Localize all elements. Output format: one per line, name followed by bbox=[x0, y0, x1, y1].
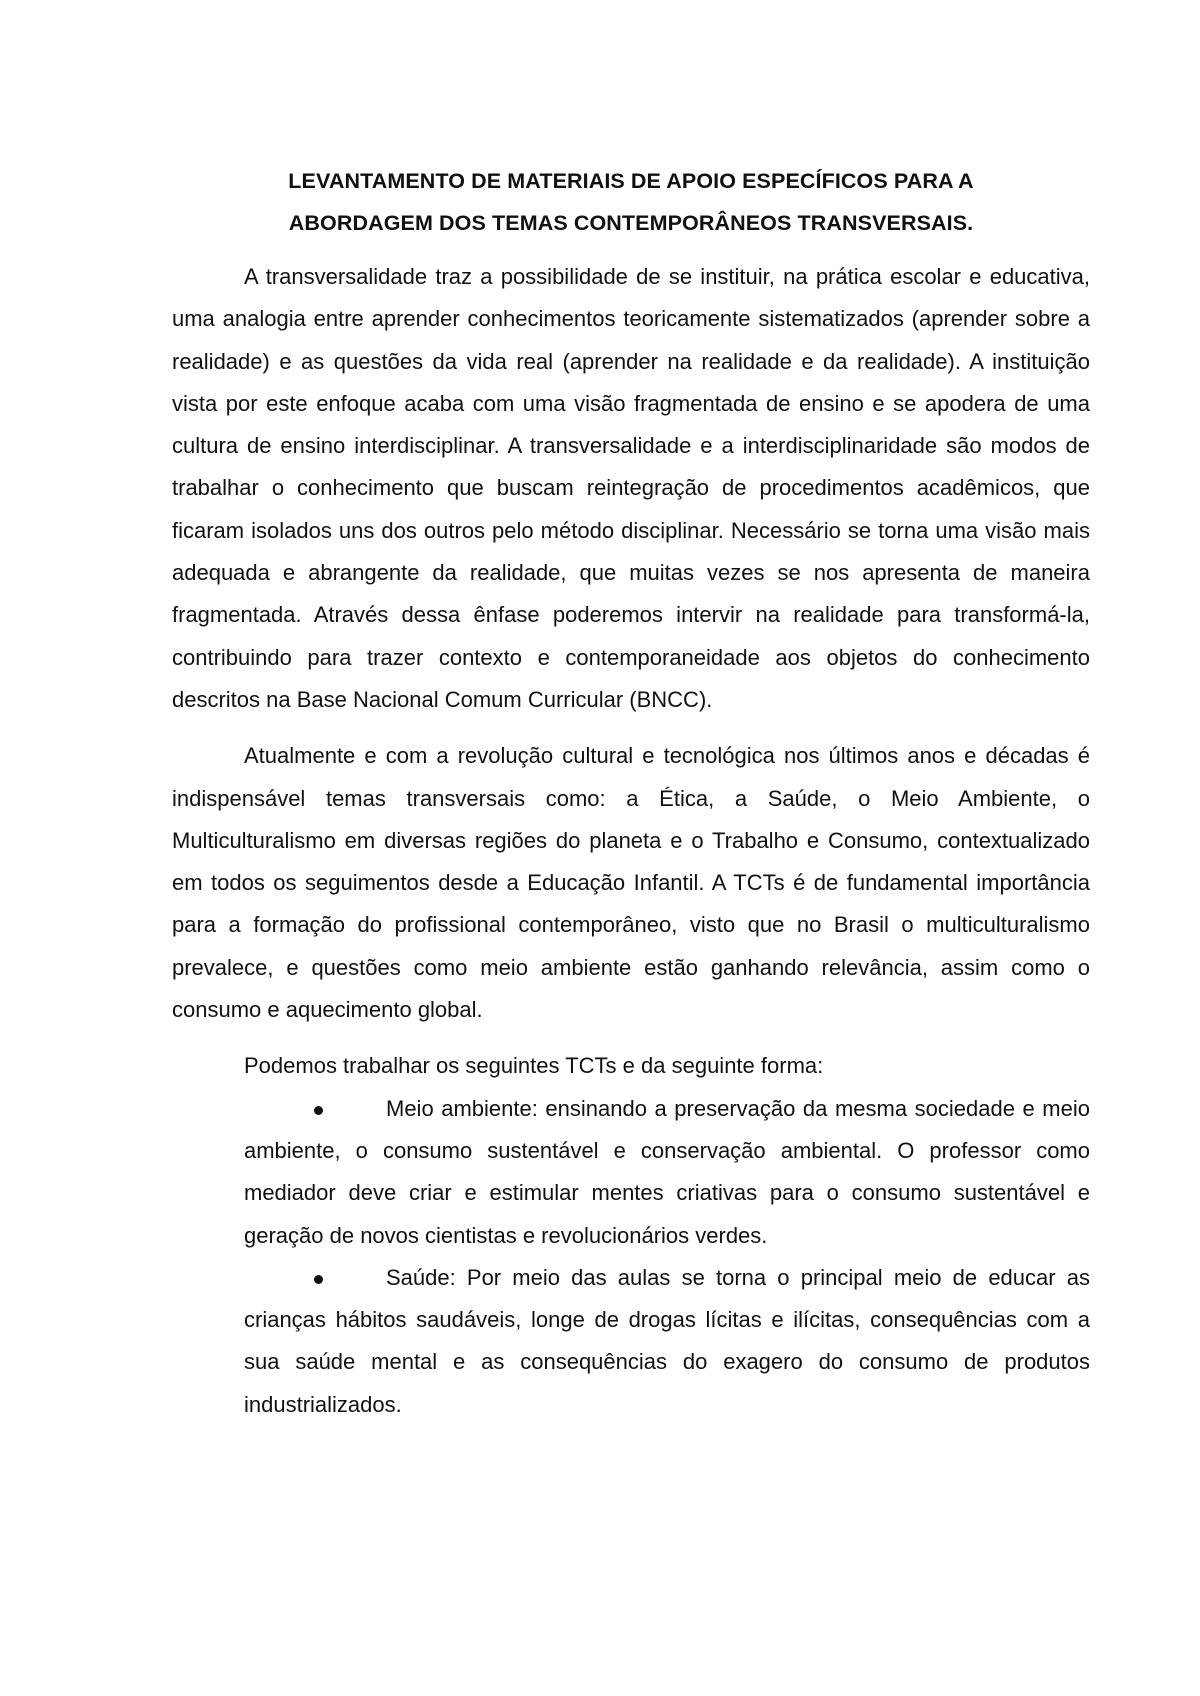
list-item-text: Meio ambiente: ensinando a preservação da mesma sociedade e meio ambiente, o consumo sustentável e conservação ambiental. O professor como mediador deve criar e estimular mentes criativas para o consumo sustentável e geração de novos cientistas e revolucionários verdes. bbox=[244, 1095, 1090, 1248]
document-page bbox=[172, 160, 1090, 1426]
paragraph-3: Podemos trabalhar os seguintes TCTs e da seguinte forma: bbox=[244, 1053, 824, 1079]
title-line-1: LEVANTAMENTO DE MATERIAIS DE APOIO ESPECÍFICOS PARA A bbox=[288, 169, 974, 193]
tct-list bbox=[172, 1088, 1090, 1426]
bullet-icon bbox=[314, 1106, 323, 1115]
list-item bbox=[244, 1257, 1090, 1426]
document-title bbox=[172, 160, 1090, 244]
paragraph-2: Atualmente e com a revolução cultural e tecnológica nos últimos anos e décadas é indispensável temas transversais como: a Ética, a Saúde, o Meio Ambiente, o Multiculturalismo em diversas regiões do planeta e o Trabalho e Consumo, contextualizado em todos os seguimentos desde a Educação Infantil. A TCTs é de fundamental importância para a formação do profissional contemporâneo, visto que no Brasil o multiculturalismo prevalece, e questões como meio ambiente estão ganhando relevância, assim como o consumo e aquecimento global. bbox=[172, 743, 1090, 1023]
paragraph-1: A transversalidade traz a possibilidade de se instituir, na prática escolar e educativa, uma analogia entre aprender conhecimentos teoricamente sistematizados (aprender sobre a realidade) e as questões da vida real (aprender na realidade e da realidade). A instituição vista por este enfoque acaba com uma visão fragmentada de ensino e se apodera de uma cultura de ensino interdisciplinar. A transversalidade e a interdisciplinaridade são modos de trabalhar o conhecimento que buscam reintegração de procedimentos acadêmicos, que ficaram isolados uns dos outros pelo método disciplinar. Necessário se torna uma visão mais adequada e abrangente da realidade, que muitas vezes se nos apresenta de maneira fragmentada. Através dessa ênfase poderemos intervir na realidade para transformá-la, contribuindo para trazer contexto e contemporaneidade aos objetos do conhecimento descritos na Base Nacional Comum Curricular (BNCC). bbox=[172, 264, 1090, 712]
title-line-2: ABORDAGEM DOS TEMAS CONTEMPORÂNEOS TRANSVERSAIS. bbox=[288, 211, 974, 235]
list-item-text: Saúde: Por meio das aulas se torna o principal meio de educar as crianças hábitos saudáveis, longe de drogas lícitas e ilícitas, consequências com a sua saúde mental e as consequências do exagero do consumo de produtos industrializados. bbox=[244, 1264, 1090, 1417]
list-item bbox=[244, 1088, 1090, 1257]
bullet-icon bbox=[314, 1275, 323, 1284]
